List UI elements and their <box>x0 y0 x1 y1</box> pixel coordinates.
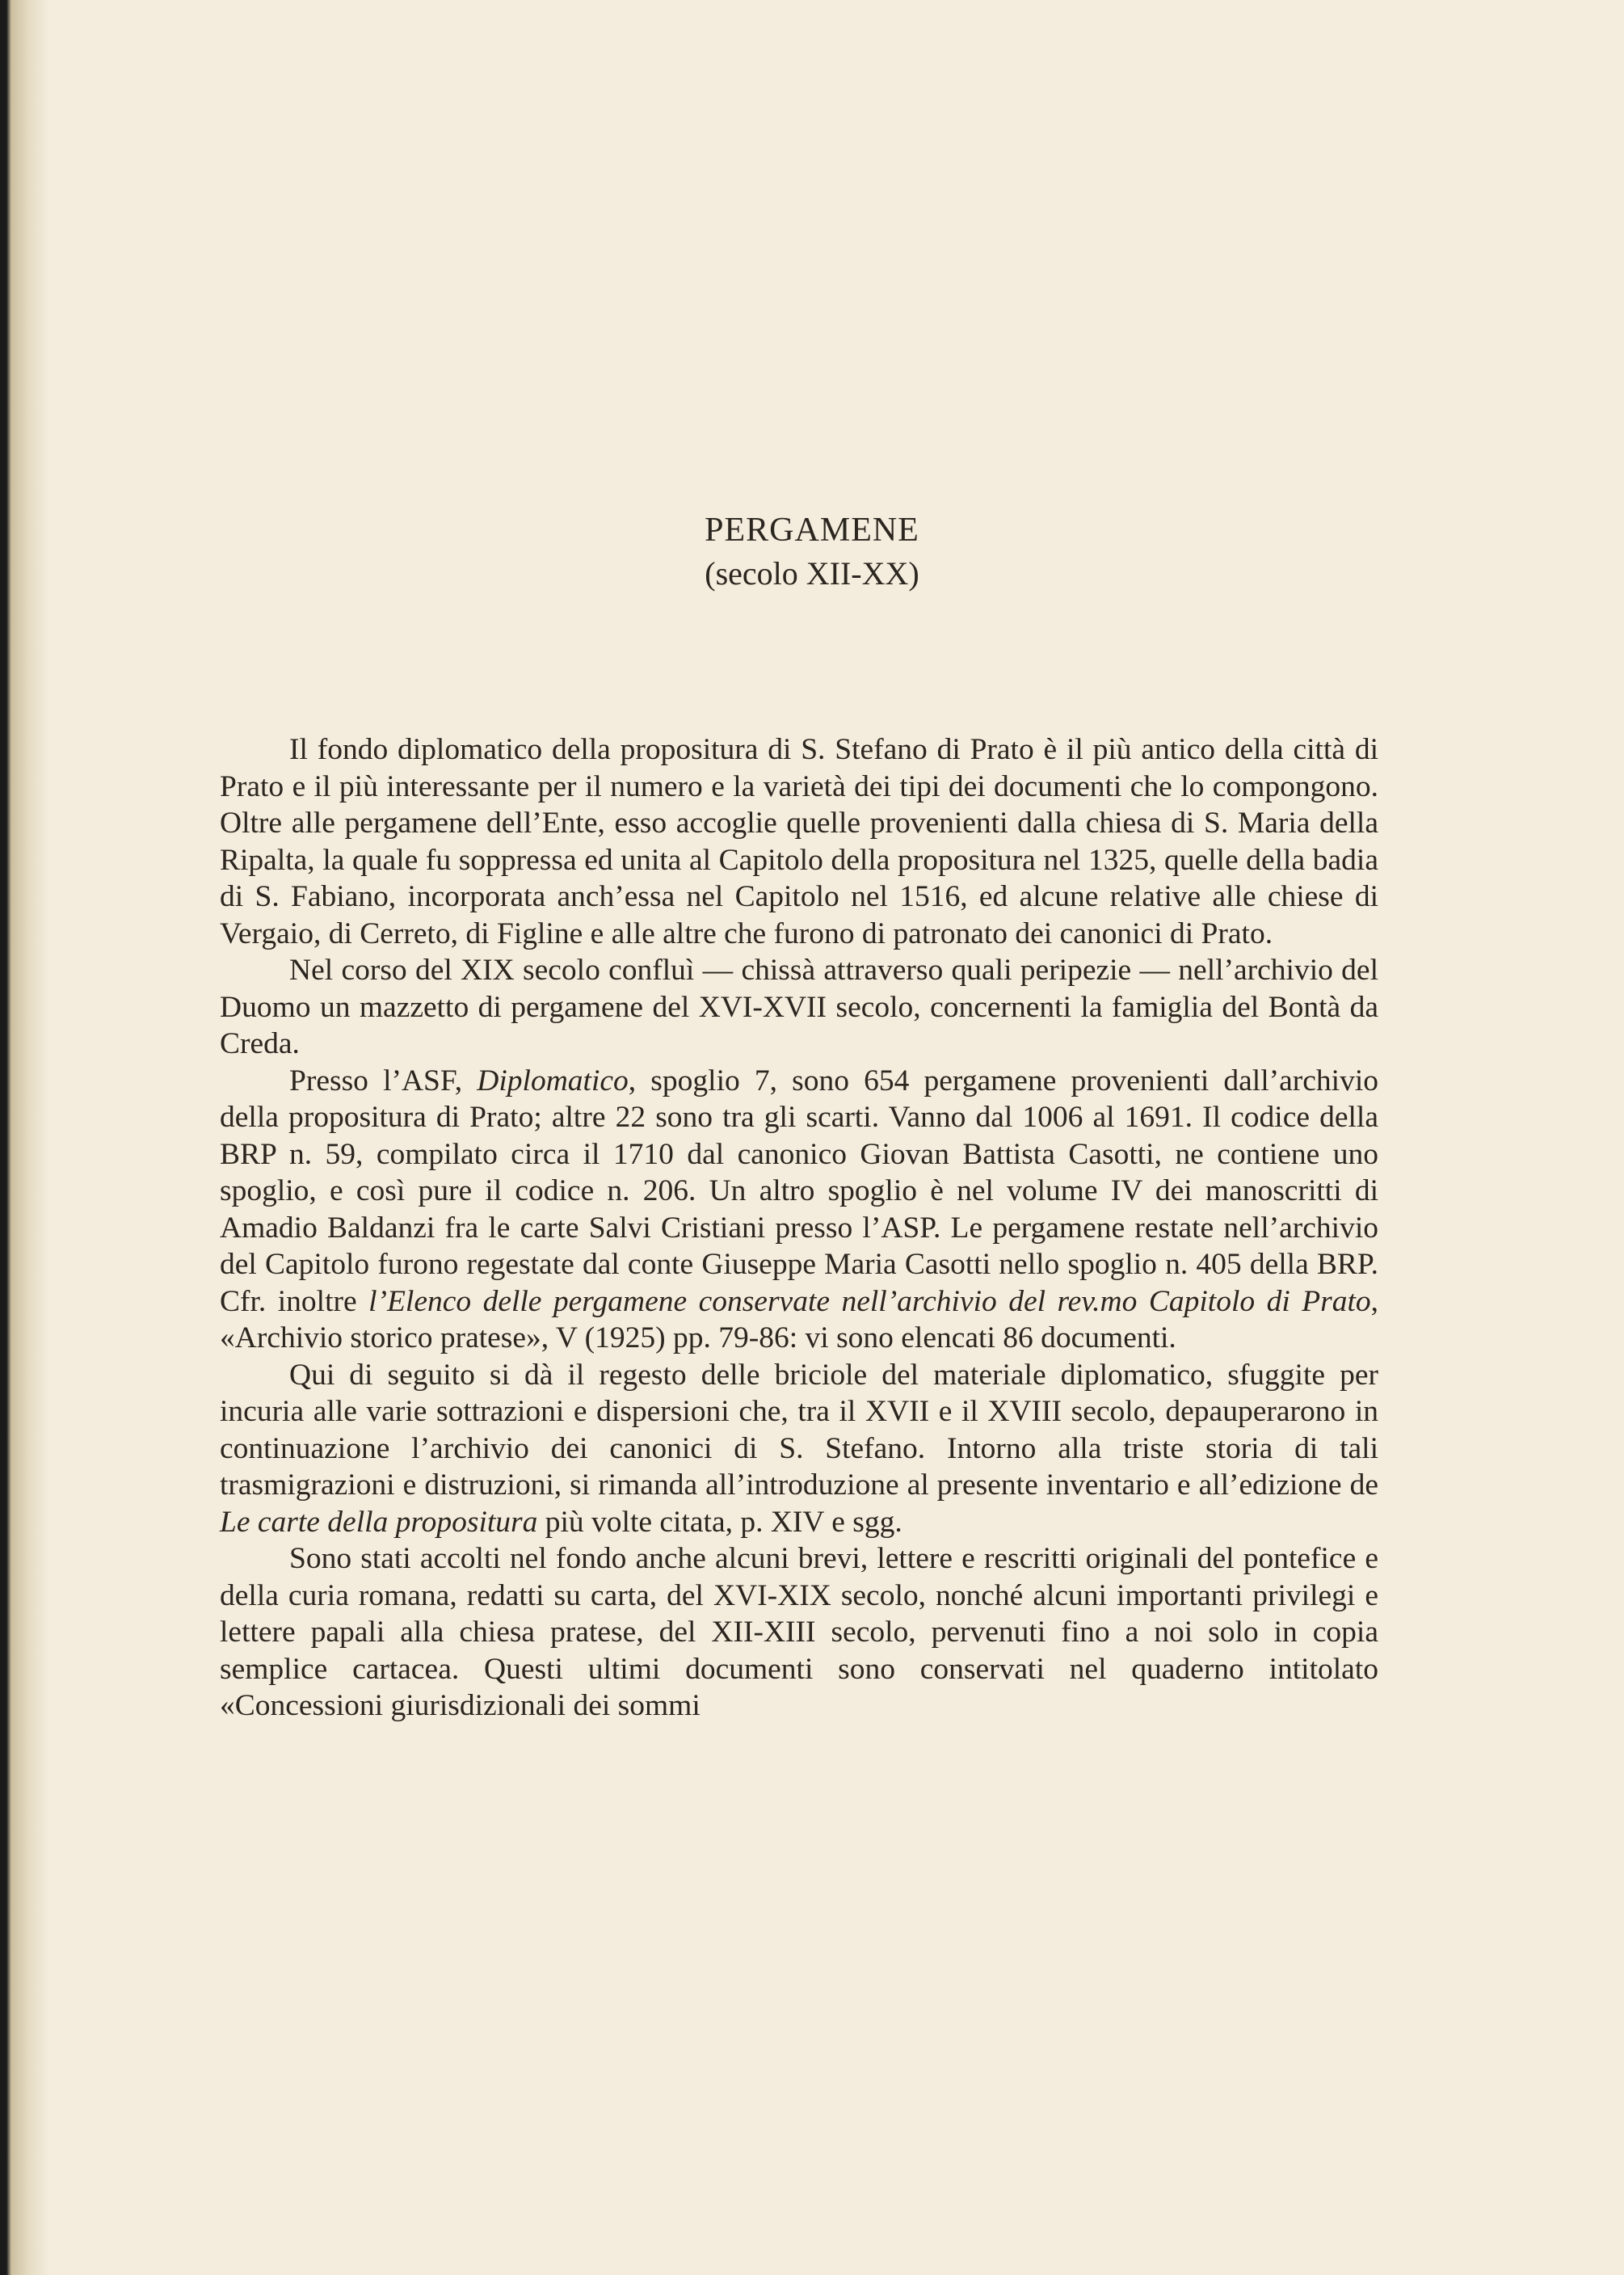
paragraph-2 <box>220 952 1378 1063</box>
paragraph-3-text: Presso l’ASF, <box>289 1064 478 1097</box>
paragraph-3-text: , spoglio 7, sono 654 pergamene provenienti dall’archivio della propositura di Prato; altre 22 sono tra gli scarti. Vanno dal 1006 al 1691. Il codice della BRP n. 59, compilato circa il 1710 dal canonico Giovan Battista Casotti, ne contiene uno spoglio, e così pure il codice n. 206. Un altro spoglio è nel volume IV dei manoscritti di Amadio Baldanzi fra le carte Salvi Cristiani presso l’ASP. Le pergamene restate nell’archivio del Capitolo furono regestate dal conte Giuseppe Maria Casotti nello spoglio n. 405 della BRP. Cfr. inoltre <box>220 1064 1378 1318</box>
paragraph-4-text: più volte citata, p. XIV e sgg. <box>537 1505 902 1539</box>
page-title: PERGAMENE <box>705 512 919 549</box>
paragraph-2-text: Nel corso del XIX secolo confluì — chissà attraverso quali peripezie — nell’archivio del Duomo un mazzetto di pergamene del XVI-XVII secolo, concernenti la famiglia del Bontà da Creda. <box>220 954 1378 1060</box>
book-spine-shadow <box>0 0 48 2275</box>
paragraph-5 <box>220 1540 1378 1725</box>
paragraph-4-text: Qui di seguito si dà il regesto delle briciole del materiale diplomatico, sfuggite per incuria alle varie sottrazioni e dispersioni che, tra il XVII e il XVIII secolo, depauperarono in continuazione l’archivio dei canonici di S. Stefano. Intorno alla triste storia di tali trasmigrazioni e distruzioni, si rimanda all’introduzione al presente inventario e all’edizione de <box>220 1358 1378 1502</box>
body-text <box>220 731 1378 1725</box>
paragraph-3-italic-diplomatico: Diplomatico <box>477 1064 629 1097</box>
paragraph-3-italic-elenco: l’Elenco delle pergamene conservate nell’archivio del rev.mo Capitolo di Prato <box>368 1284 1371 1318</box>
paragraph-3 <box>220 1063 1378 1357</box>
paragraph-3-text: , «Archivio storico pratese», V (1925) pp. 79-86: vi sono elencati 86 documenti. <box>220 1284 1378 1354</box>
paragraph-4-italic-carte: Le carte della propositura <box>220 1505 538 1539</box>
paragraph-1-text: Il fondo diplomatico della propositura di S. Stefano di Prato è il più antico della città di Prato e il più interessante per il numero e la varietà dei tipi dei documenti che lo compongono. Oltre alle pergamene dell’Ente, esso accoglie quelle provenienti dalla chiesa di S. Maria della Ripalta, la quale fu soppressa ed unita al Capitolo della propositura nel 1325, quelle della badia di S. Fabiano, incorporata anch’essa nel Capitolo nel 1516, ed alcune relative alle chiese di Vergaio, di Cerreto, di Figline e alle altre che furono di patronato dei canonici di Prato. <box>220 733 1378 950</box>
page-subtitle: (secolo XII-XX) <box>705 555 919 592</box>
paragraph-4 <box>220 1357 1378 1541</box>
paragraph-5-text: Sono stati accolti nel fondo anche alcuni brevi, lettere e rescritti originali del pontefice e della curia romana, redatti su carta, del XVI-XIX secolo, nonché alcuni importanti privilegi e lettere papali alla chiesa pratese, del XII-XIII secolo, pervenuti fino a noi solo in copia semplice cartacea. Questi ultimi documenti sono conservati nel quaderno intitolato «Concessioni giurisdizionali dei sommi <box>220 1542 1378 1722</box>
paragraph-1 <box>220 731 1378 952</box>
